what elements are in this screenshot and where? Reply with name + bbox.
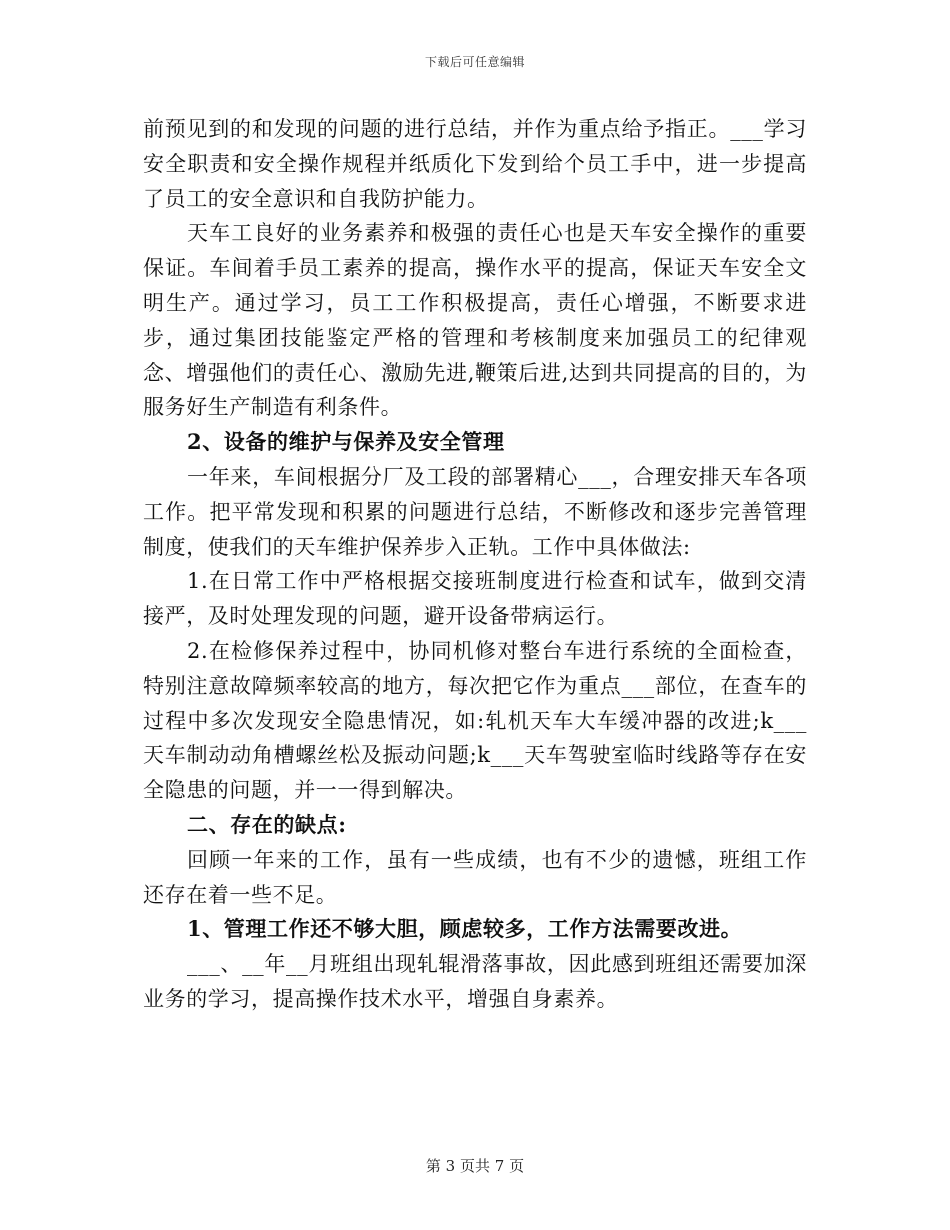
- page-header: 下载后可任意编辑: [424, 55, 525, 69]
- paragraph: ___、__年__月班组出现轧辊滑落事故，因此感到班组还需要加深业务的学习，提高操作技术水平，增强自身素养。: [143, 952, 807, 1011]
- list-item: 2.在检修保养过程中，协同机修对整台车进行系统的全面检查，特别注意故障频率较高的地方，每次把它作为重点___部位，在查车的过程中多次发现安全隐患情况，如:轧机天车大车缓冲器的改进;k___天车制动动角槽螺丝松及振动问题;k___天车驾驶室临时线路等存在安全隐患的问题，并一一得到解决。: [143, 638, 807, 803]
- paragraph: 前预见到的和发现的问题的进行总结，并作为重点给予指正。___学习安全职责和安全操作规程并纸质化下发到给个员工手中，进一步提高了员工的安全意识和自我防护能力。: [143, 117, 807, 211]
- list-item: 1.在日常工作中严格根据交接班制度进行检查和试车，做到交清接严，及时处理发现的问题，避开设备带病运行。: [143, 569, 807, 629]
- document-body: [143, 112, 807, 1017]
- section-heading: 1、管理工作还不够大胆，顾虑较多，工作方法需要改进。: [187, 916, 743, 942]
- section-heading: 2、设备的维护与保养及安全管理: [187, 429, 505, 455]
- paragraph: 回顾一年来的工作，虽有一些成绩，也有不少的遗憾，班组工作还存在着一些不足。: [143, 847, 807, 907]
- page-footer: 第 3 页共 7 页: [425, 1157, 525, 1175]
- paragraph: 一年来，车间根据分厂及工段的部署精心___，合理安排天车各项工作。把平常发现和积累的问题进行总结，不断修改和逐步完善管理制度，使我们的天车维护保养步入正轨。工作中具体做法:: [143, 464, 807, 559]
- section-heading: 二、存在的缺点:: [187, 811, 347, 837]
- paragraph: 天车工良好的业务素养和极强的责任心也是天车安全操作的重要保证。车间着手员工素养的提高，操作水平的提高，保证天车安全文明生产。通过学习，员工工作积极提高，责任心增强，不断要求进步，通过集团技能鉴定严格的管理和考核制度来加强员工的纪律观念、增强他们的责任心、激励先进,鞭策后进,达到共同提高的目的，为服务好生产制造有利条件。: [143, 221, 807, 420]
